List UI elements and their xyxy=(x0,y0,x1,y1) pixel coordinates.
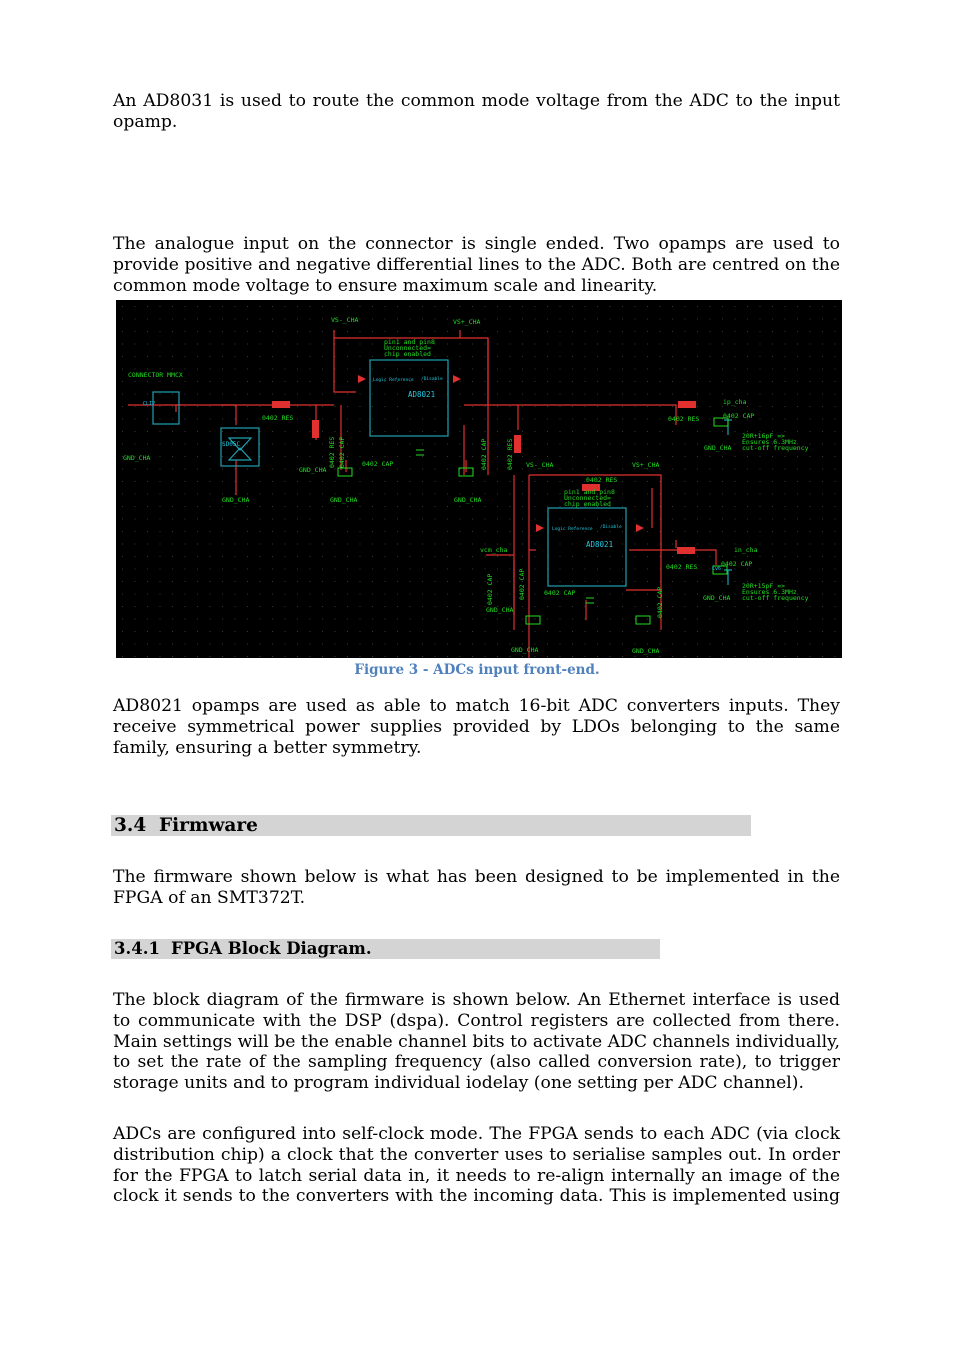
section-number: 3.4 xyxy=(114,815,147,836)
label-gnd-right1: GND_CHA xyxy=(704,444,732,452)
label-res1: 0402 RES xyxy=(262,414,294,422)
label-gnd-right2: GND_CHA xyxy=(703,594,731,602)
label-res-vertical: 0402 RES xyxy=(328,436,336,468)
label-cap-vertical4: 0402 CAP xyxy=(518,568,526,600)
schematic-svg xyxy=(116,300,842,658)
label-in-cha: in_cha xyxy=(734,546,758,554)
section-title: Firmware xyxy=(159,815,258,836)
paragraph-firmware: The firmware shown below is what has been designed to be implemented in the FPGA of an SMT372T. xyxy=(113,867,840,908)
label-clip: CLIP xyxy=(143,401,156,407)
paragraph-analogue-input: The analogue input on the connector is single ended. Two opamps are used to provide positive and negative differential lines to the ADC. Both are centred on the common mode voltage to ensure maximum scale and linearity. xyxy=(113,234,840,296)
label-filter1-b: Ensures 6.3MHz xyxy=(742,438,797,446)
section-heading-firmware xyxy=(111,815,751,836)
label-gnd-res: GND_CHA xyxy=(299,466,327,474)
label-pin-note2-a: pin1 and pin8 xyxy=(564,488,615,496)
label-pin-note1-c: chip enabled xyxy=(384,350,431,358)
subsection-title: FPGA Block Diagram. xyxy=(171,939,372,958)
figure-caption: Figure 3 - ADCs input front-end. xyxy=(354,662,600,678)
label-cap-h1: 0402 CAP xyxy=(362,460,394,468)
label-sd05c: SD05C xyxy=(222,441,241,448)
paragraph-ad8031: An AD8031 is used to route the common mode voltage from the ADC to the input opamp. xyxy=(113,91,840,132)
label-filter2-a: 20R+15pF => xyxy=(742,582,786,590)
label-filter1-a: 20R+16pF => xyxy=(742,432,786,440)
label-disable1: /Disable xyxy=(421,377,443,382)
label-pin-note2-b: Unconnected= xyxy=(564,494,611,502)
paragraph-self-clock: ADCs are configured into self-clock mode. The FPGA sends to each ADC (via clock distribution chip) a clock that the converter uses to serialise samples out. In order for the FPGA to latch serial data in, it needs to re-align internally an image of the clock it sends to the converters with the incoming data. This is implemented using xyxy=(113,1124,840,1207)
label-filter1-c: cut-off frequency xyxy=(742,444,809,452)
label-chip1: AD8021 xyxy=(408,390,436,399)
label-cap-vertical3: 0402 CAP xyxy=(486,573,494,605)
label-cap-right: 0402 CAP xyxy=(723,412,755,420)
label-vs-minus-top: VS-_CHA xyxy=(331,316,359,324)
label-res-bottom: 0402 RES xyxy=(666,563,698,571)
label-res-right: 0402 RES xyxy=(668,415,700,423)
label-cap-vertical1: 0402 CAP xyxy=(338,436,346,468)
label-cap-right-bottom: 0402 CAP xyxy=(721,560,753,568)
label-disable2: /Disable xyxy=(600,525,622,530)
label-pin-note2-c: chip enabled xyxy=(564,500,611,508)
label-ref-c: Cv6 xyxy=(712,566,722,572)
label-pin-note1-a: pin1 and pin8 xyxy=(384,338,435,346)
schematic-figure xyxy=(116,300,842,658)
label-vcm-cha: vcm_cha xyxy=(480,546,508,554)
label-gnd-bottom1: GND_CHA xyxy=(486,606,514,614)
label-pin-note1-b: Unconnected= xyxy=(384,344,431,352)
subsection-heading-fpga-block-diagram xyxy=(111,939,660,959)
label-cap-vertical5: 0402 CAP xyxy=(656,586,664,618)
label-logic-ref2: Logic Reference xyxy=(552,527,593,532)
label-cap-vertical2: 0402 CAP xyxy=(480,438,488,470)
label-filter2-c: cut-off frequency xyxy=(742,594,809,602)
label-logic-ref1: Logic Reference xyxy=(373,378,414,383)
label-vs-minus-mid: VS-_CHA xyxy=(526,461,554,469)
label-gnd-cap1: GND_CHA xyxy=(330,496,358,504)
label-filter2-b: Ensures 6.3MHz xyxy=(742,588,797,596)
label-gnd-cap2: GND_CHA xyxy=(454,496,482,504)
label-res-mid: 0402 RES xyxy=(586,476,618,484)
label-ip-cha: ip_cha xyxy=(723,398,747,406)
label-cap-b1: 0402 CAP xyxy=(544,589,576,597)
label-chip2: AD8021 xyxy=(586,540,614,549)
label-vs-plus-top: VS+_CHA xyxy=(453,318,481,326)
label-res-vertical2: 0402 RES xyxy=(506,438,514,470)
label-gnd-bottom3: GND_CHA xyxy=(632,647,660,655)
paragraph-block-diagram: The block diagram of the firmware is shown below. An Ethernet interface is used to communicate with the DSP (dspa). Control registers are collected from there. Main settings will be the enable channel bits to activate ADC channels individually, to set the rate of the sampling frequency (also called conversion rate), to trigger storage units and to program individual iodelay (one setting per ADC channel). xyxy=(113,990,840,1094)
paragraph-ad8021: AD8021 opamps are used as able to match 16-bit ADC converters inputs. They receive symmetrical power supplies provided by LDOs belonging to the same family, ensuring a better symmetry. xyxy=(113,696,840,758)
subsection-number: 3.4.1 xyxy=(114,939,160,958)
label-gnd-tvs: GND_CHA xyxy=(222,496,250,504)
label-vs-plus-mid: VS+_CHA xyxy=(632,461,660,469)
label-gnd-connector: GND_CHA xyxy=(123,454,151,462)
label-connector: CONNECTOR MMCX xyxy=(128,371,183,379)
label-gnd-bottom2: GND_CHA xyxy=(511,646,539,654)
